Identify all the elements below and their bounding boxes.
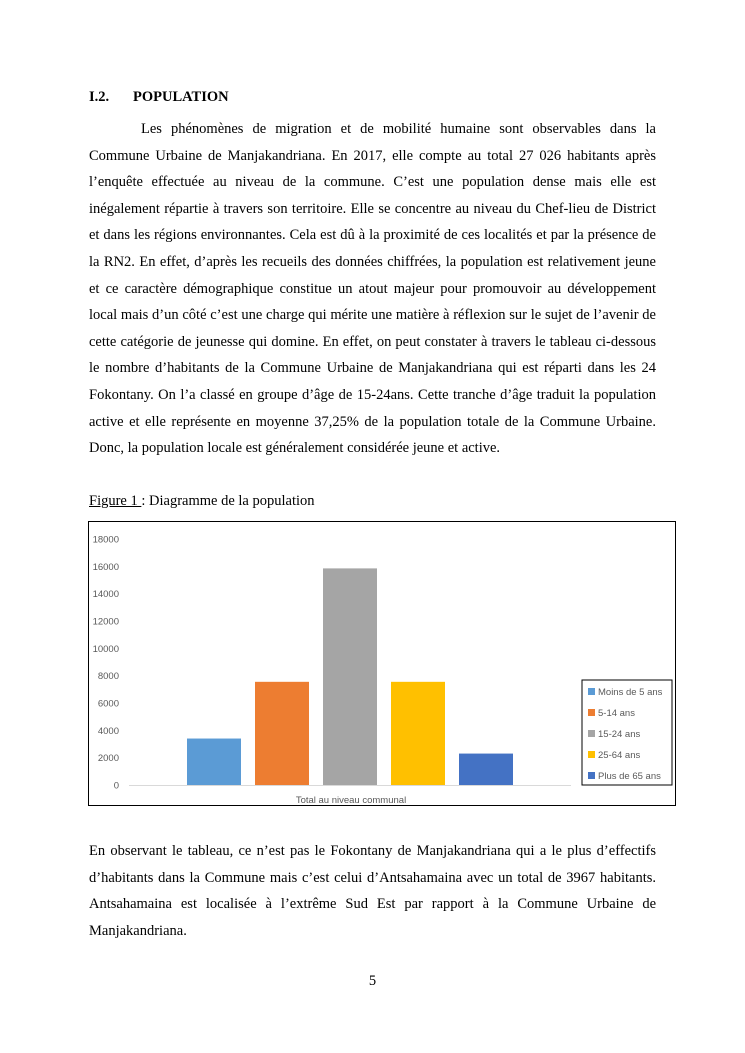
legend-entry: 25-64 ans (598, 750, 641, 761)
figure-title: Diagramme de la population (145, 493, 315, 509)
figure-label: Figure 1 (89, 493, 142, 509)
page-number: 5 (368, 973, 377, 989)
y-tick-label: 4000 (97, 725, 119, 737)
legend-entry: 15-24 ans (598, 729, 641, 740)
legend-swatch (588, 772, 595, 779)
legend-swatch (588, 688, 595, 695)
observation-paragraph: En observant le tableau, ce n’est pas le Fokontany de Manjakandriana qui a le plus d’effectifs d’habitants dans la Commune mais c’est celui d’Antsahamaina avec un total de 3967 habitants. Antsahamaina est localisée à l’extrême Sud Est par rapport à la Commune Urbaine de Manjakandriana. (89, 843, 656, 939)
intro-paragraph: Les phénomènes de migration et de mobilité humaine sont observables dans la Commune Urbaine de Manjakandriana. En 2017, elle compte au total 27 026 habitants après l’enquête effectuée au niveau de la commune. C’est une population dense mais elle est inégalement répartie à travers son territoire. Elle se concentre au niveau du Chef-lieu de District et dans les régions environnantes. Cela est dû à la proximité de ces localités et par la présence de la RN2. En effet, d’après les recueils des données chiffrées, la population est relativement jeune et ce caractère démographique constitue un atout majeur pour promouvoir au développement local mais d’un côté c’est une charge qui mérite une matière à réflexion sur le sujet de l’avenir de cette catégorie de jeunesse qui domine. En effet, on peut constater à travers le tableau ci-dessous le nombre d’habitants de la Commune Urbaine de Manjakandriana qui est réparti dans les 24 Fokontany. On l’a classé en groupe d’âge de 15-24ans. Cette tranche d’âge traduit la population active et elle représente en moyenne 37,25% de la population totale de la Commune Urbaine. Donc, la population locale est généralement considérée jeune et active. (89, 121, 656, 457)
y-tick-label: 8000 (97, 671, 119, 683)
y-tick-label: 14000 (92, 589, 119, 601)
legend-swatch (588, 751, 595, 758)
section-title: POPULATION (133, 89, 229, 105)
bar-5-14-ans (255, 682, 309, 785)
bar-25-64-ans (391, 682, 445, 785)
figure-separator: : (141, 493, 146, 509)
y-tick-label: 12000 (92, 616, 119, 628)
population-chart (88, 521, 676, 806)
x-category-label: Total au niveau communal (295, 795, 407, 806)
legend-entry: Plus de 65 ans (598, 771, 661, 782)
y-tick-label: 0 (113, 780, 119, 792)
y-tick-label: 10000 (92, 643, 119, 655)
section-heading (89, 88, 229, 106)
chart-svg (89, 522, 677, 807)
section-number: I.2. (89, 89, 110, 105)
legend-entry: Moins de 5 ans (598, 687, 663, 698)
y-tick-label: 6000 (97, 698, 119, 710)
y-tick-label: 16000 (92, 561, 119, 573)
legend-swatch (588, 730, 595, 737)
bar-15-24-ans (323, 568, 377, 785)
bar-moins-de-5-ans (187, 739, 241, 785)
y-tick-label: 2000 (97, 753, 119, 765)
bar-plus-de-65-ans (459, 754, 513, 785)
legend-entry: 5-14 ans (598, 708, 635, 719)
legend-swatch (588, 709, 595, 716)
figure-caption (89, 492, 315, 510)
y-tick-label: 18000 (92, 534, 119, 546)
